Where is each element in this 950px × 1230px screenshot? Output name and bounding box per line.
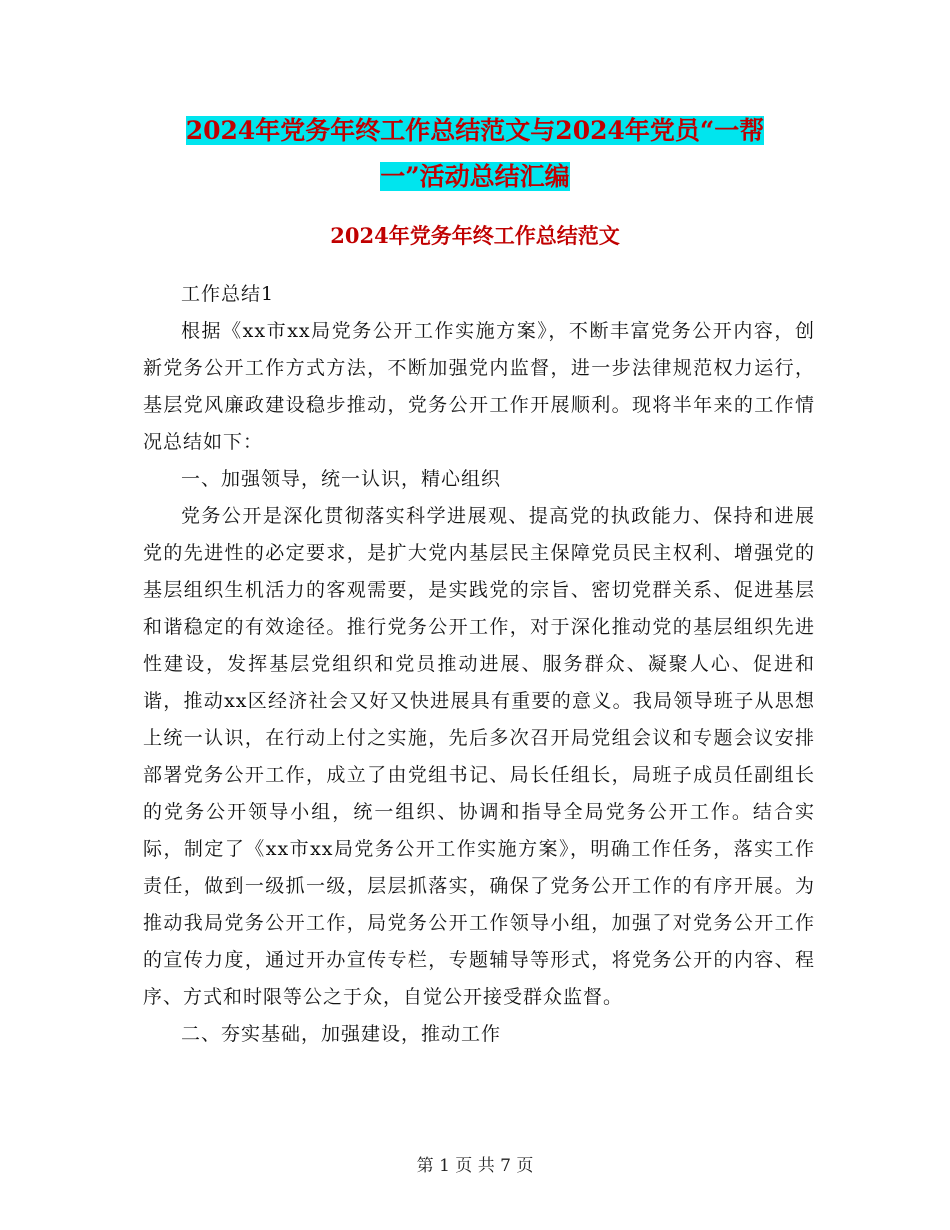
paragraph-body-1: 党务公开是深化贯彻落实科学进展观、提高党的执政能力、保持和进展党的先进性的必定要求，是扩大党内基层民主保障党员民主权利、增强党的基层组织生机活力的客观需要，是实践党的宗旨、密切党群关系、促进基层和谐稳定的有效途径。推行党务公开工作，对于深化推动党的基层组织先进性建设，发挥基层党组织和党员推动进展、服务群众、凝聚人心、促进和谐，推动xx区经济社会又好又快进展具有重要的意义。我局领导班子从思想上统一认识，在行动上付之实施，先后多次召开局党组会议和专题会议安排部署党务公开工作，成立了由党组书记、局长任组长，局班子成员任副组长的党务公开领导小组，统一组织、协调和指导全局党务公开工作。结合实际，制定了《xx市xx局党务公开工作实施方案》，明确工作任务，落实工作责任，做到一级抓一级，层层抓落实，确保了党务公开工作的有序开展。为推动我局党务公开工作，局党务公开工作领导小组，加强了对党务公开工作的宣传力度，通过开办宣传专栏，专题辅导等形式，将党务公开的内容、程序、方式和时限等公之于众，自觉公开接受群众监督。 xyxy=(143,505,815,1008)
paragraph-summary-label: 工作总结1 xyxy=(181,283,275,305)
document-title-line-1: 2024年党务年终工作总结范文与2024年党员“一帮 xyxy=(185,116,765,145)
document-body xyxy=(143,276,815,1053)
section-heading: 2024年党务年终工作总结范文 xyxy=(330,223,620,248)
paragraph-intro: 根据《xx市xx局党务公开工作实施方案》，不断丰富党务公开内容，创新党务公开工作方式方法，不断加强党内监督，进一步法律规范权力运行，基层党风廉政建设稳步推动，党务公开工作开展顺利。现将半年来的工作情况总结如下： xyxy=(143,320,815,453)
paragraph-heading-1: 一、加强领导，统一认识，精心组织 xyxy=(181,468,502,490)
document-title-line-2: 一”活动总结汇编 xyxy=(380,162,570,191)
page-number-footer: 第 1 页 共 7 页 xyxy=(416,1156,534,1176)
document-title xyxy=(140,108,810,200)
paragraph-heading-2: 二、夯实基础，加强建设，推动工作 xyxy=(181,1023,502,1045)
